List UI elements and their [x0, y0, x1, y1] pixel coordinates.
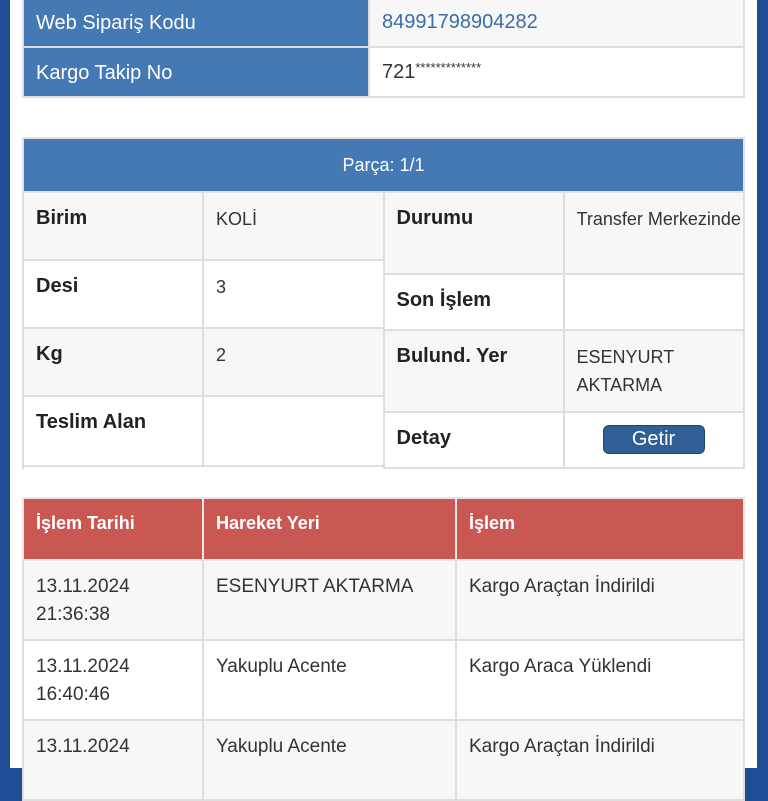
field-value: 2	[216, 345, 227, 365]
parcel-row-durumu	[385, 193, 744, 275]
field-value: ESENYURT AKTARMA	[576, 347, 674, 395]
date-text: 13.11.2024	[36, 656, 130, 677]
parcel-right-column	[385, 193, 744, 469]
field-value	[565, 275, 744, 329]
parcel-table	[22, 137, 745, 469]
history-table	[22, 497, 745, 801]
table-row	[23, 640, 744, 720]
field-value	[565, 413, 744, 467]
field-value: KOLİ	[216, 209, 258, 229]
field-label: Son İşlem	[385, 275, 565, 329]
order-info-row	[23, 0, 744, 47]
date-cell	[23, 560, 203, 640]
field-value: Transfer Merkezinde	[576, 209, 741, 229]
action-cell: Kargo Araca Yüklendi	[456, 640, 744, 720]
order-info-table	[22, 0, 745, 98]
date-text: 13.11.2024	[36, 576, 130, 597]
parcel-row-kg	[24, 329, 383, 397]
action-cell: Kargo Araçtan İndirildi	[456, 720, 744, 800]
date-text: 13.11.2024	[36, 736, 130, 757]
date-cell	[23, 720, 203, 800]
column-header-date: İşlem Tarihi	[23, 498, 203, 560]
place-cell: Yakuplu Acente	[203, 640, 456, 720]
order-info-row	[23, 47, 744, 97]
field-label: Desi	[24, 261, 204, 327]
web-order-code-label: Web Sipariş Kodu	[23, 0, 369, 47]
web-order-code-value[interactable]: 84991798904282	[369, 0, 744, 47]
column-header-action: İşlem	[456, 498, 744, 560]
parcel-left-column	[24, 193, 385, 469]
getir-button[interactable]: Getir	[603, 425, 705, 454]
tracking-prefix: 721	[382, 61, 416, 83]
field-label: Detay	[385, 413, 565, 467]
parcel-row-birim	[24, 193, 383, 261]
table-row	[23, 560, 744, 640]
parcel-row-teslim-alan	[24, 397, 383, 467]
tracking-number-label: Kargo Takip No	[23, 47, 369, 97]
field-label: Bulund. Yer	[385, 331, 565, 411]
field-label: Kg	[24, 329, 204, 395]
parcel-row-bulund-yer	[385, 331, 744, 413]
field-value	[204, 397, 383, 465]
place-cell: ESENYURT AKTARMA	[203, 560, 456, 640]
parcel-header: Parça: 1/1	[23, 138, 744, 192]
action-cell: Kargo Araçtan İndirildi	[456, 560, 744, 640]
column-header-place: Hareket Yeri	[203, 498, 456, 560]
tracking-masked: *************	[415, 60, 482, 75]
field-label: Teslim Alan	[24, 397, 204, 465]
history-header-row	[23, 498, 744, 560]
time-text: 21:36:38	[36, 604, 110, 625]
page-container	[10, 0, 757, 768]
place-cell: Yakuplu Acente	[203, 720, 456, 800]
parcel-row-detay	[385, 413, 744, 469]
parcel-row-son-islem	[385, 275, 744, 331]
time-text: 16:40:46	[36, 684, 110, 705]
table-row	[23, 720, 744, 800]
date-cell	[23, 640, 203, 720]
parcel-row-desi	[24, 261, 383, 329]
field-label: Durumu	[385, 193, 565, 273]
tracking-number-value	[369, 47, 744, 97]
field-label: Birim	[24, 193, 204, 259]
field-value: 3	[216, 277, 227, 297]
